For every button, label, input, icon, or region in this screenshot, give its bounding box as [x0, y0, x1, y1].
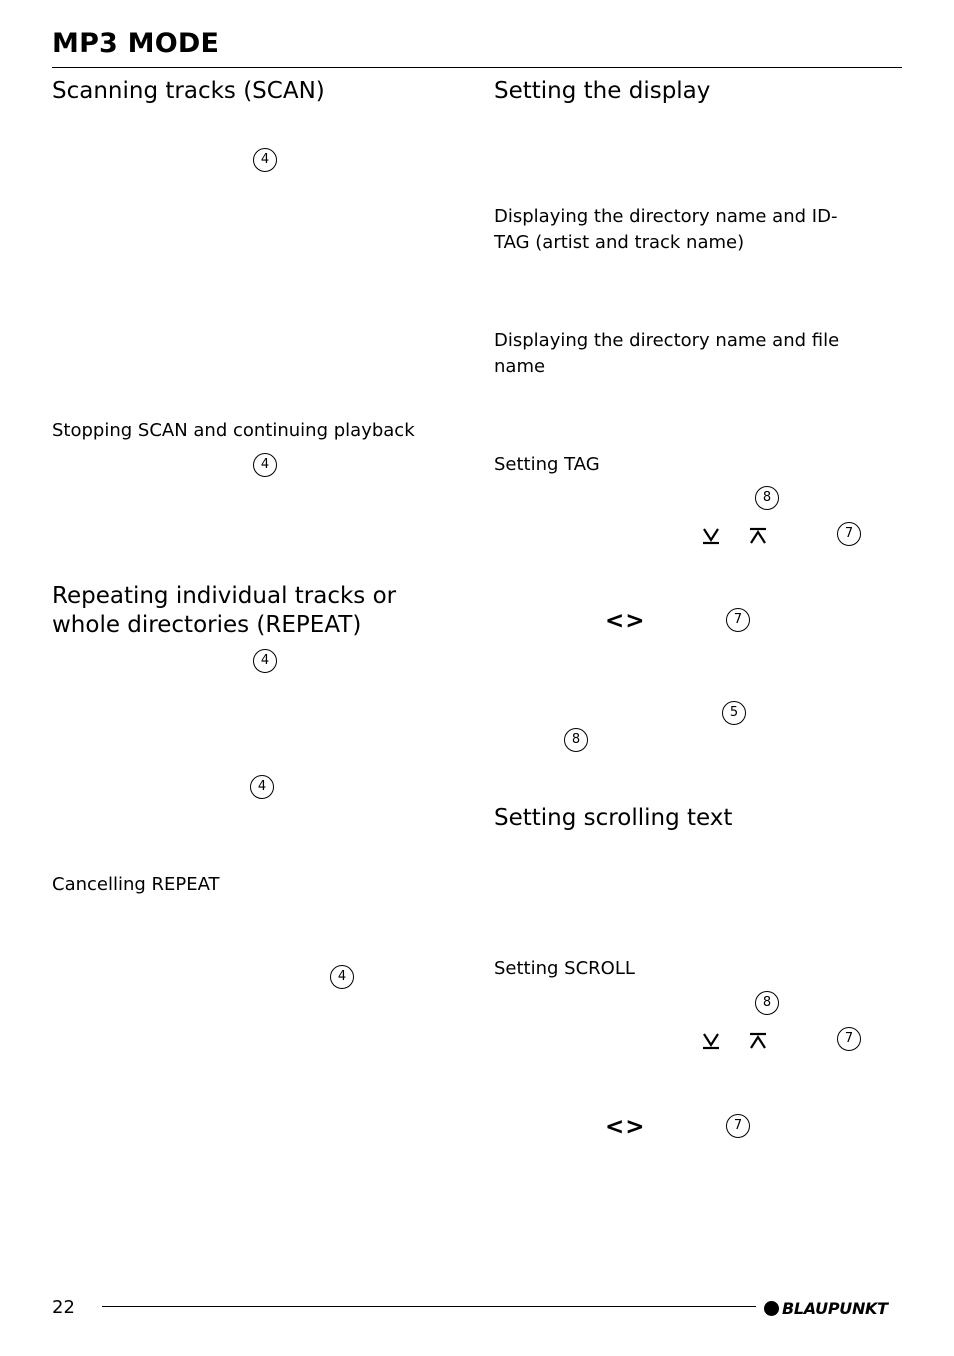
page-title: MP3 MODE — [52, 28, 220, 59]
repeat-heading-line1: Repeating individual tracks or — [52, 583, 397, 609]
file-name-heading — [494, 328, 839, 380]
button-7-badge: 7 — [837, 522, 861, 546]
setting-tag-heading: Setting TAG — [494, 454, 600, 475]
brand-name: BLAUPUNKT — [782, 1298, 888, 1318]
left-right-arrows-icon: <> — [605, 608, 646, 634]
left-right-arrows-icon: <> — [605, 1114, 646, 1140]
footer-divider — [102, 1306, 756, 1307]
logo-dot-icon — [764, 1301, 779, 1316]
id-tag-heading-line2: TAG (artist and track name) — [494, 232, 745, 253]
button-5-badge: 5 — [722, 701, 746, 725]
button-8-badge: 8 — [564, 728, 588, 752]
button-7-badge: 7 — [726, 1114, 750, 1138]
display-heading: Setting the display — [494, 78, 711, 104]
repeat-heading-line2: whole directories (REPEAT) — [52, 612, 362, 638]
header-divider — [52, 67, 902, 68]
stop-scan-heading: Stopping SCAN and continuing playback — [52, 420, 415, 441]
id-tag-heading-line1: Displaying the directory name and ID- — [494, 206, 838, 227]
id-tag-heading — [494, 204, 837, 256]
file-name-heading-line2: name — [494, 356, 546, 377]
button-7-badge: 7 — [726, 608, 750, 632]
arrow-up-icon — [748, 526, 768, 546]
arrow-down-icon — [701, 1031, 721, 1051]
arrow-down-icon — [701, 526, 721, 546]
button-7-badge: 7 — [837, 1027, 861, 1051]
setting-scroll-heading: Setting SCROLL — [494, 958, 635, 979]
page-number: 22 — [52, 1297, 75, 1318]
cancel-repeat-heading: Cancelling REPEAT — [52, 874, 220, 895]
button-4-badge: 4 — [330, 965, 354, 989]
arrow-up-icon — [748, 1031, 768, 1051]
button-4-badge: 4 — [253, 453, 277, 477]
repeat-heading — [52, 582, 396, 640]
scan-heading: Scanning tracks (SCAN) — [52, 78, 325, 104]
brand-logo — [764, 1297, 888, 1319]
button-4-badge: 4 — [253, 649, 277, 673]
button-8-badge: 8 — [755, 486, 779, 510]
button-4-badge: 4 — [253, 148, 277, 172]
file-name-heading-line1: Displaying the directory name and file — [494, 330, 840, 351]
button-4-badge: 4 — [250, 775, 274, 799]
scroll-heading: Setting scrolling text — [494, 805, 733, 831]
button-8-badge: 8 — [755, 991, 779, 1015]
